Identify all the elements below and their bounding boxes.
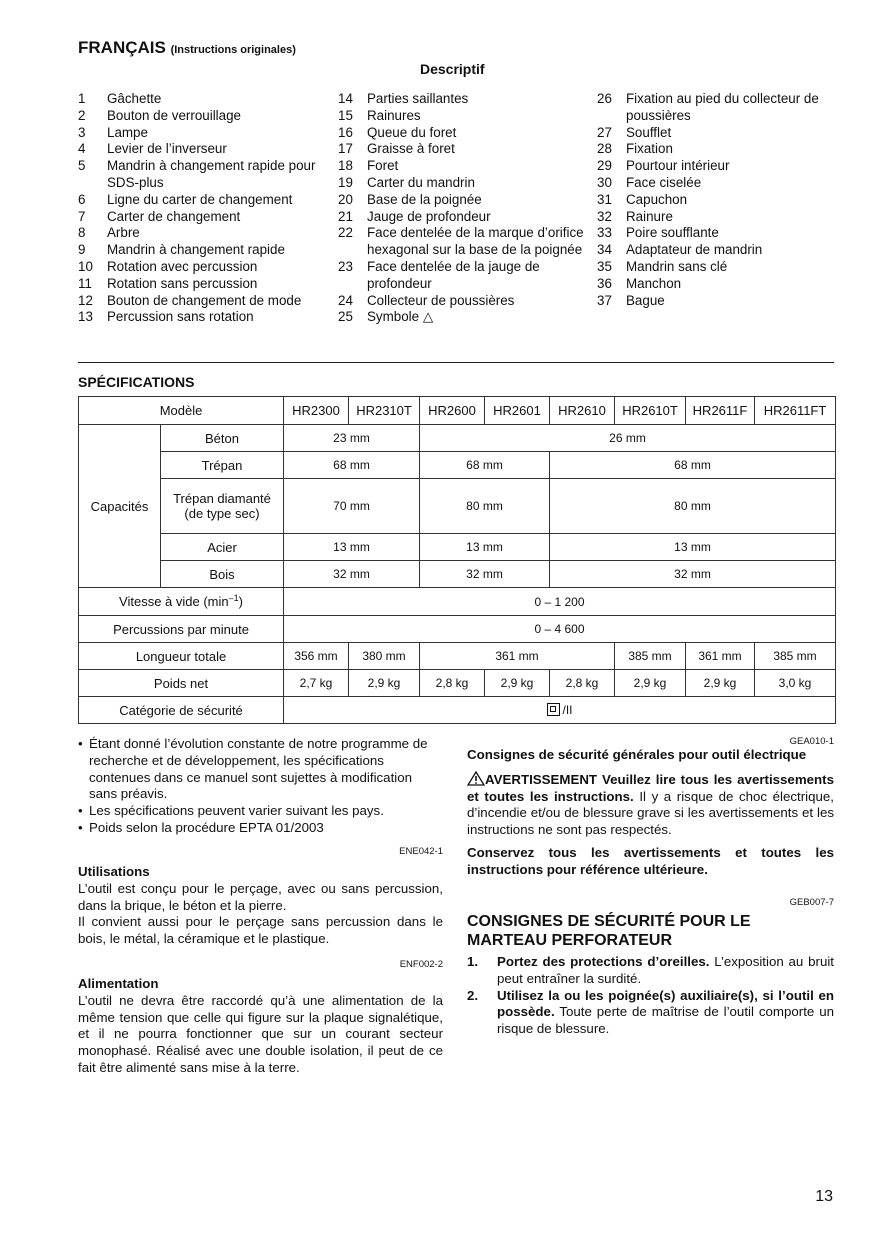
descriptif-item xyxy=(78,309,328,326)
descriptif-item-number: 37 xyxy=(597,292,612,308)
descriptif-item xyxy=(78,141,328,158)
longueur-value: 361 mm xyxy=(686,643,755,670)
longueur-value: 385 mm xyxy=(615,643,686,670)
beton-label: Béton xyxy=(161,425,284,452)
descriptif-item-number: 5 xyxy=(78,158,86,174)
table-row-poids xyxy=(79,670,836,697)
descriptif-item-label: Capuchon xyxy=(626,191,688,207)
descriptif-item-number: 35 xyxy=(597,258,612,274)
descriptif-item-number: 20 xyxy=(338,191,353,207)
descriptif-item-label: Arbre xyxy=(107,225,140,241)
descriptif-item-label: Foret xyxy=(367,158,399,174)
descriptif-item-number: 15 xyxy=(338,107,353,123)
beton-value: 26 mm xyxy=(420,425,836,452)
table-row-longueur xyxy=(79,643,836,670)
descriptif-item-number: 2 xyxy=(78,107,86,123)
descriptif-item xyxy=(78,293,328,310)
descriptif-item-number: 17 xyxy=(338,141,353,157)
descriptif-item xyxy=(597,91,837,125)
descriptif-item xyxy=(338,125,588,142)
poids-value: 3,0 kg xyxy=(755,670,836,697)
note-item xyxy=(78,803,443,820)
descriptif-item-label: Queue du foret xyxy=(367,124,457,140)
header-language: FRANÇAIS xyxy=(78,38,166,57)
descriptif-item-number: 29 xyxy=(597,158,612,174)
descriptif-item xyxy=(597,175,837,192)
descriptif-item-number: 18 xyxy=(338,158,353,174)
descriptif-item-label: Rotation avec percussion xyxy=(107,258,258,274)
percussions-label: Percussions par minute xyxy=(79,616,284,643)
descriptif-item-number: 19 xyxy=(338,174,353,190)
descriptif-item xyxy=(338,293,588,310)
model-cell: HR2600 xyxy=(420,397,485,425)
descriptif-item-number: 1 xyxy=(78,91,86,106)
header-subtitle: (Instructions originales) xyxy=(170,44,296,56)
securite-label: Catégorie de sécurité xyxy=(79,697,284,724)
vitesse-label xyxy=(79,588,284,616)
safety-item-bold: Utilisez la ou les poignée(s) auxiliaire(s), si l’outil en possède. xyxy=(497,987,834,1020)
descriptif-item-number: 21 xyxy=(338,208,353,224)
descriptif-item xyxy=(78,125,328,142)
descriptif-item-label: Rainure xyxy=(626,208,673,224)
trepan-diamant-value: 80 mm xyxy=(420,479,550,534)
descriptif-item xyxy=(597,192,837,209)
alimentation-title: Alimentation xyxy=(78,976,159,991)
descriptif-item xyxy=(597,242,837,259)
descriptif-item-number: 16 xyxy=(338,124,353,140)
descriptif-item-label: Parties saillantes xyxy=(367,91,469,106)
descriptif-item xyxy=(338,309,588,326)
descriptif-item-number: 10 xyxy=(78,258,93,274)
bullet: • xyxy=(78,803,83,819)
safety-item-text: L’exposition au bruit peut entraîner la surdité. xyxy=(497,954,834,986)
table-row-securite xyxy=(79,697,836,724)
descriptif-item xyxy=(78,91,328,108)
descriptif-item-label: Percussion sans rotation xyxy=(107,309,254,325)
descriptif-item-number: 31 xyxy=(597,191,612,207)
descriptif-item-number: 4 xyxy=(78,141,86,157)
descriptif-item-label: Collecteur de poussières xyxy=(367,292,515,308)
model-cell: HR2300 xyxy=(284,397,349,425)
descriptif-item xyxy=(78,192,328,209)
descriptif-item-label: Lampe xyxy=(107,124,148,140)
descriptif-item xyxy=(338,158,588,175)
bois-label: Bois xyxy=(161,561,284,588)
descriptif-column-1 xyxy=(78,91,328,326)
trepan-diamant-value: 70 mm xyxy=(284,479,420,534)
section-divider xyxy=(78,362,834,363)
warning-bold: AVERTISSEMENT Veuillez lire tous les avertissements et toutes les instructions. xyxy=(467,771,834,804)
descriptif-item xyxy=(597,276,837,293)
acier-value: 13 mm xyxy=(284,534,420,561)
note-item xyxy=(78,736,443,803)
descriptif-item-number: 6 xyxy=(78,191,86,207)
trepan-value: 68 mm xyxy=(420,452,550,479)
descriptif-item-number: 12 xyxy=(78,292,93,308)
poids-value: 2,8 kg xyxy=(420,670,485,697)
descriptif-item-label: Gâchette xyxy=(107,91,162,106)
model-cell: HR2310T xyxy=(349,397,420,425)
descriptif-item xyxy=(597,209,837,226)
descriptif-item-label: Rainures xyxy=(367,107,421,123)
poids-value: 2,9 kg xyxy=(349,670,420,697)
descriptif-item-label: Ligne du carter de changement xyxy=(107,191,293,207)
descriptif-item-label: Bouton de changement de mode xyxy=(107,292,302,308)
descriptif-item xyxy=(78,242,328,259)
descriptif-column-2 xyxy=(338,91,588,326)
descriptif-item xyxy=(338,141,588,158)
page-number: 13 xyxy=(815,1188,833,1205)
trepan-diamant-value: 80 mm xyxy=(550,479,836,534)
descriptif-item-label: Poire soufflante xyxy=(626,225,719,241)
descriptif-item xyxy=(338,259,588,293)
specifications-title: SPÉCIFICATIONS xyxy=(78,374,195,390)
descriptif-item xyxy=(338,225,588,259)
table-row-trepan-diamant xyxy=(79,479,836,534)
poids-value: 2,9 kg xyxy=(686,670,755,697)
table-row-beton xyxy=(79,425,836,452)
descriptif-item-number: 9 xyxy=(78,242,86,258)
vitesse-label-close: ) xyxy=(238,594,243,609)
capacities-label: Capacités xyxy=(79,425,161,588)
descriptif-item-label: Bague xyxy=(626,292,665,308)
descriptif-item xyxy=(597,259,837,276)
general-safety-section xyxy=(467,747,834,879)
descriptif-item-label: Face dentelée de la marque d’orifice hexagonal sur la base de la poignée xyxy=(367,225,584,258)
descriptif-item-label: Face ciselée xyxy=(626,174,702,190)
descriptif-item-label: Carter du mandrin xyxy=(367,174,475,190)
descriptif-item-number: 24 xyxy=(338,292,353,308)
descriptif-item-label: Graisse à foret xyxy=(367,141,455,157)
descriptif-item-label: Soufflet xyxy=(626,124,672,140)
descriptif-column-3 xyxy=(597,91,837,309)
hammer-safety-section xyxy=(467,912,834,1038)
descriptif-item-label: Jauge de profondeur xyxy=(367,208,491,224)
descriptif-item xyxy=(338,192,588,209)
poids-label: Poids net xyxy=(79,670,284,697)
descriptif-item-number: 36 xyxy=(597,275,612,291)
percussions-value: 0 – 4 600 xyxy=(284,616,836,643)
alimentation-section xyxy=(78,976,443,1077)
alimentation-code: ENF002-2 xyxy=(399,959,443,970)
descriptif-item-label: Mandrin à changement rapide pour SDS-plus xyxy=(107,158,316,190)
poids-value: 2,7 kg xyxy=(284,670,349,697)
descriptif-item xyxy=(78,209,328,226)
utilisations-text-1: L’outil est conçu pour le perçage, avec ou sans percussion, dans la brique, le béton et la pierre. xyxy=(78,880,443,913)
model-cell: HR2611FT xyxy=(755,397,836,425)
table-row-trepan xyxy=(79,452,836,479)
beton-value: 23 mm xyxy=(284,425,420,452)
descriptif-item-number: 11 xyxy=(78,275,92,291)
bois-value: 32 mm xyxy=(420,561,550,588)
descriptif-item xyxy=(597,125,837,142)
bullet: • xyxy=(78,736,83,751)
descriptif-item-label: Mandrin à changement rapide xyxy=(107,242,285,258)
utilisations-code: ENE042-1 xyxy=(399,846,443,857)
table-row-bois xyxy=(79,561,836,588)
vitesse-label-sup: –1 xyxy=(228,592,239,603)
poids-value: 2,9 kg xyxy=(615,670,686,697)
bois-value: 32 mm xyxy=(550,561,836,588)
model-cell: HR2611F xyxy=(686,397,755,425)
descriptif-item-label: Base de la poignée xyxy=(367,191,482,207)
acier-label: Acier xyxy=(161,534,284,561)
descriptif-item-number: 7 xyxy=(78,208,86,224)
alimentation-text: L’outil ne devra être raccordé qu’à une alimentation de la même tension que celle qui figure sur la plaque signalétique, et il ne pourra fonctionner que sur un courant secteur monophasé. Réalisé avec une double isolation, il peut de ce fait être alimenté sans mise à la terre. xyxy=(78,992,443,1075)
safety-item-text: Toute perte de maîtrise de l’outil comporte un risque de blessure. xyxy=(497,1004,834,1037)
descriptif-item-label: Fixation xyxy=(626,141,673,157)
descriptif-item-label: Face dentelée de la jauge de profondeur xyxy=(367,258,540,291)
descriptif-item-number: 33 xyxy=(597,225,612,241)
hammer-safety-code: GEB007-7 xyxy=(789,897,834,908)
warning-icon xyxy=(467,771,485,786)
descriptif-item-label: Mandrin sans clé xyxy=(626,258,728,274)
descriptif-item-number: 28 xyxy=(597,141,612,157)
warning-text: Il y a risque de choc électrique, d’incendie et/ou de blessure grave si les avertissements et les instructions ne sont pas respectés. xyxy=(467,788,834,838)
longueur-value: 385 mm xyxy=(755,643,836,670)
vitesse-label-text: Vitesse à vide (min xyxy=(119,594,229,609)
descriptif-item xyxy=(78,276,328,293)
descriptif-item-number: 25 xyxy=(338,309,353,325)
longueur-value: 380 mm xyxy=(349,643,420,670)
acier-value: 13 mm xyxy=(550,534,836,561)
descriptif-item xyxy=(78,108,328,125)
descriptif-item-label: Manchon xyxy=(626,275,682,291)
descriptif-item-number: 30 xyxy=(597,174,612,190)
safety-item-number: 1. xyxy=(467,954,479,969)
bullet: • xyxy=(78,819,83,835)
descriptif-item-label: Fixation au pied du collecteur de poussières xyxy=(626,91,819,123)
descriptif-item-number: 26 xyxy=(597,91,612,106)
model-cell: HR2610 xyxy=(550,397,615,425)
descriptif-item xyxy=(597,225,837,242)
note-text: Poids selon la procédure EPTA 01/2003 xyxy=(89,819,324,835)
descriptif-item xyxy=(78,225,328,242)
safety-item xyxy=(467,988,834,1038)
acier-value: 13 mm xyxy=(420,534,550,561)
model-cell: HR2601 xyxy=(485,397,550,425)
descriptif-item-number: 27 xyxy=(597,124,612,140)
descriptif-item xyxy=(597,141,837,158)
descriptif-item-label: Pourtour intérieur xyxy=(626,158,730,174)
descriptif-item xyxy=(78,259,328,276)
table-row-vitesse xyxy=(79,588,836,616)
notes-list xyxy=(78,736,443,837)
safety-item-number: 2. xyxy=(467,987,479,1003)
note-text: Étant donné l’évolution constante de notre programme de recherche et de développement, les spécifications contenues dans ce manuel sont sujettes à modification sans préavis. xyxy=(89,736,428,802)
longueur-label: Longueur totale xyxy=(79,643,284,670)
longueur-value: 356 mm xyxy=(284,643,349,670)
trepan-value: 68 mm xyxy=(284,452,420,479)
trepan-label: Trépan xyxy=(161,452,284,479)
descriptif-item-number: 3 xyxy=(78,124,86,140)
descriptif-item-label: Bouton de verrouillage xyxy=(107,107,241,123)
descriptif-item-label: Adaptateur de mandrin xyxy=(626,242,763,258)
descriptif-item-number: 22 xyxy=(338,225,353,241)
descriptif-item-number: 23 xyxy=(338,258,353,274)
utilisations-section xyxy=(78,864,443,948)
descriptif-item-number: 32 xyxy=(597,208,612,224)
model-cell: HR2610T xyxy=(615,397,686,425)
descriptif-item-number: 14 xyxy=(338,91,353,106)
descriptif-item xyxy=(78,158,328,192)
longueur-value: 361 mm xyxy=(420,643,615,670)
descriptif-item xyxy=(338,175,588,192)
double-insulation-icon xyxy=(547,703,560,716)
descriptif-item-label: Carter de changement xyxy=(107,208,241,224)
trepan-value: 68 mm xyxy=(550,452,836,479)
descriptif-item-label: Symbole △ xyxy=(367,309,434,325)
specifications-table xyxy=(78,396,836,724)
utilisations-title: Utilisations xyxy=(78,864,150,879)
general-safety-code: GEA010-1 xyxy=(789,736,834,747)
poids-value: 2,8 kg xyxy=(550,670,615,697)
page-header xyxy=(78,38,296,58)
securite-value xyxy=(284,697,836,724)
table-row-acier xyxy=(79,534,836,561)
vitesse-value: 0 – 1 200 xyxy=(284,588,836,616)
descriptif-item xyxy=(338,108,588,125)
safety-item xyxy=(467,954,834,988)
hammer-safety-title: CONSIGNES DE SÉCURITÉ POUR LE MARTEAU PERFORATEUR xyxy=(467,913,751,949)
model-label: Modèle xyxy=(79,397,284,425)
trepan-diamant-label: Trépan diamanté (de type sec) xyxy=(161,479,284,534)
utilisations-text-2: Il convient aussi pour le perçage sans percussion dans le bois, le métal, la céramique et le plastique. xyxy=(78,914,443,947)
descriptif-item-number: 8 xyxy=(78,225,86,241)
note-text: Les spécifications peuvent varier suivant les pays. xyxy=(89,803,384,819)
warning-paragraph xyxy=(467,771,834,839)
securite-class: /II xyxy=(562,703,573,717)
poids-value: 2,9 kg xyxy=(485,670,550,697)
descriptif-item xyxy=(338,209,588,226)
bois-value: 32 mm xyxy=(284,561,420,588)
descriptif-item-label: Levier de l’inverseur xyxy=(107,141,227,157)
descriptif-title: Descriptif xyxy=(420,61,485,77)
table-row-percussions xyxy=(79,616,836,643)
descriptif-item xyxy=(597,158,837,175)
descriptif-item-number: 13 xyxy=(78,309,93,325)
descriptif-item xyxy=(338,91,588,108)
table-row-model xyxy=(79,397,836,425)
general-safety-title: Consignes de sécurité générales pour outil électrique xyxy=(467,747,807,762)
descriptif-item-label: Rotation sans percussion xyxy=(107,275,258,291)
keep-instructions: Conservez tous les avertissements et toutes les instructions pour référence ultérieure. xyxy=(467,844,834,877)
note-item xyxy=(78,820,443,837)
safety-item-bold: Portez des protections d’oreilles. xyxy=(497,954,710,969)
descriptif-item-number: 34 xyxy=(597,242,612,258)
descriptif-item xyxy=(597,293,837,310)
